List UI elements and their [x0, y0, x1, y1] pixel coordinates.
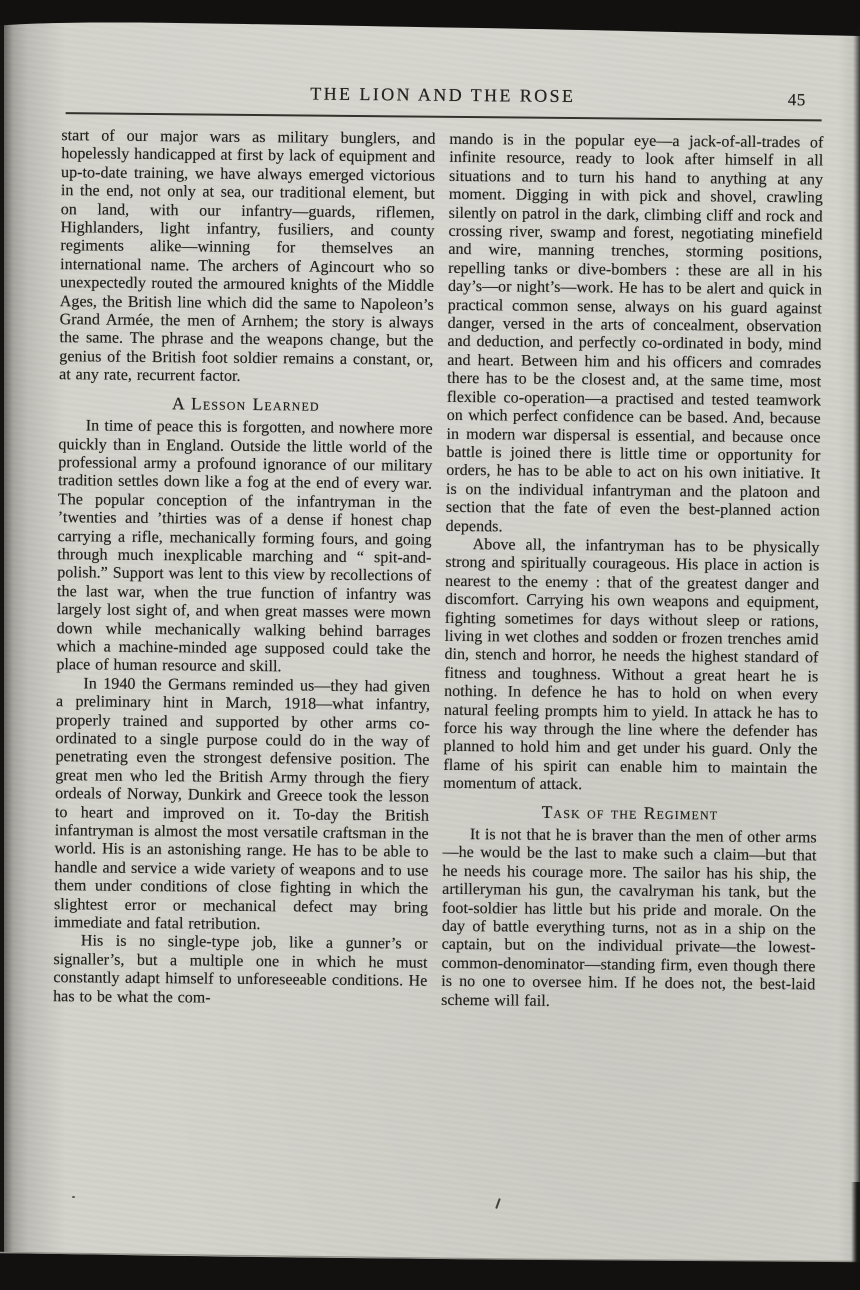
- paragraph: In 1940 the Germans reminded us—they had given a preliminary hint in March, 1918—what infantry, properly trained and supported by other arms co-ordinated to a single purpose could do in the way of penetrating even the strongest defensive position. The great men who led the British Army through the fiery ordeals of Norway, Dunkirk and Greece took the lesson to heart and improved on it. To-day the British infantryman is almost the most versatile craftsman in the world. His is an astonishing range. He has to be able to handle and service a wide variety of weapons and to use them under conditions of close fighting in which the slightest error or mechanical defect may bring immediate and fatal retribution.: [53, 675, 431, 934]
- scan-edge-right-corner: [851, 1182, 860, 1290]
- scan-edge-bottom: [0, 1242, 860, 1290]
- section-heading-task-of-the-regiment: Task of the Regiment: [541, 801, 719, 824]
- section-heading-a-lesson-learned: A Lesson Learned: [171, 392, 320, 415]
- left-column: [53, 127, 435, 1010]
- paragraph: His is no single-type job, like a gunner’s or signaller’s, but a multiple one in which he must constantly adapt himself to unforeseeable conditions. He has to be what the com-: [53, 932, 428, 1007]
- paragraph-continuation-left: start of our major wars as military bunglers, and hopelessly handicapped at first by lack of equipment and up-to-date training, we have always emerged victorious in the end, not only at sea, our traditional element, but on land, with our infantry—guards, riflemen, Highlanders, light infantry, fusiliers, and county regiments alike—winning for themselves an international name. The archers of Agincourt who so unexpectedly routed the armoured knights of the Middle Ages, the British line which did the same to Napoleon’s Grand Armée, the men of Arnhem; the story is always the same. The phrase and the weapons change, but the genius of the British foot soldier remains a constant, or, at any rate, recurrent factor.: [59, 127, 436, 386]
- paragraph: It is not that he is braver than the men of other arms—he would be the last to make such a claim—but that he needs his courage more. The sailor has his ship, the artilleryman his gun, the cavalryman his tank, but the foot-soldier has little but his pride and morale. On the day of battle everything turns, not as in a ship on the captain, but on the individual private—the lowest-common-denominator—standing firm, even though there is no one to oversee him. If he does not, the best-laid scheme will fail.: [441, 826, 817, 1010]
- paragraph: In time of peace this is forgotten, and nowhere more quickly than in England. Outside the little world of the professional army a profound ignorance of our military tradition settles down like a fog at the end of every war. The popular conception of the infantryman in the ’twenties and ’thirties was of a dense if honest chap carrying a rifle, mechanically forming fours, and going through much inexplicable marching and “ spit-and-polish.” Support was lent to this view by recollections of the last war, when the true function of infantry was largely lost sight of, and when great masses were mown down while mechanically walking behind barrages which a machine-minded age supposed could take the place of human resource and skill.: [56, 417, 433, 676]
- page-number: 45: [787, 90, 806, 110]
- scan-edge-right: [853, 28, 860, 1290]
- paragraph: Above all, the infantryman has to be physically strong and spiritually courageous. His place in action is nearest to the enemy : that of the greatest danger and discomfort. Carrying his own weapons and equipment, fighting sometimes for days without sleep or rations, living in wet clothes and sodden or frozen trenches amid din, stench and horror, he needs the highest standard of fitness and toughness. Without a great heart he is nothing. In defence he has to hold on when every natural feeling prompts him to yield. In attack he has to force his way through the line where the defender has planned to hold him and get under his guard. Only the flame of his spirit can enable him to maintain the momentum of attack.: [443, 536, 820, 794]
- scan-speck-dot: [72, 1196, 75, 1198]
- paragraph-continuation-right: mando is in the popular eye—a jack-of-all-trades of infinite resource, ready to look after himself in all situations and to turn his hand to anything at any moment. Digging in with pick and shovel, crawling silently on patrol in the dark, climbing cliff and rock and crossing river, swamp and forest, negotiating minefield and wire, manning trenches, storming positions, repelling tanks or dive-bombers : these are all in his day’s—or night’s—work. He has to be alert and quick in practical common sense, always on his guard against danger, versed in the arts of concealment, observation and deduction, and perfectly co-ordinated in body, mind and heart. Between him and his officers and comrades there has to be the closest and, at the same time, most flexible co-operation—a practised and tested teamwork on which perfect confidence can be based. And, because in modern war dispersal is essential, and because once battle is joined there is little time or opportunity for orders, he has to be able to act on his own initiative. It is on the individual infantryman and the platoon and section that the fate of even the best-planned action depends.: [445, 130, 824, 535]
- right-column: [441, 131, 823, 1014]
- scan-edge-top: [0, 0, 860, 46]
- page-header: [62, 77, 824, 116]
- running-title: THE LION AND THE ROSE: [310, 83, 576, 107]
- page-content: [53, 77, 824, 1013]
- text-columns: [53, 127, 823, 1013]
